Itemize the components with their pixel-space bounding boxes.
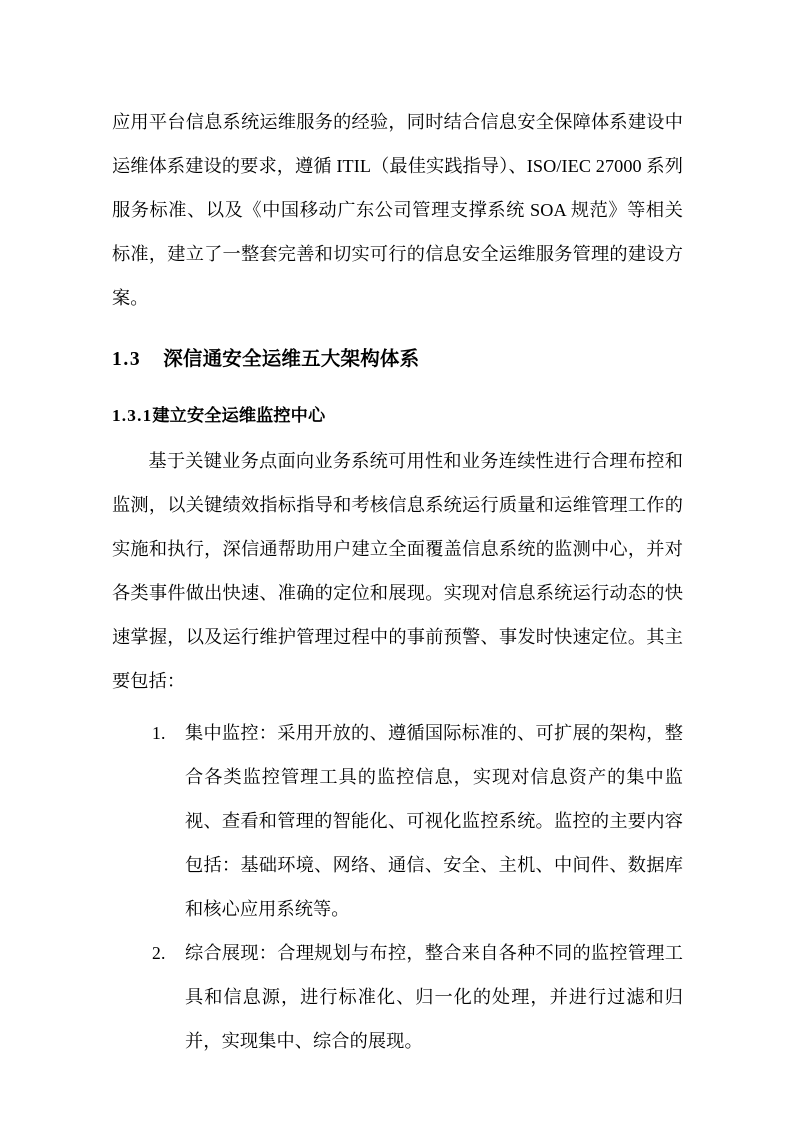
list-item-marker: 2.: [152, 943, 166, 963]
page-content: [112, 100, 683, 1063]
heading-subsection-1-3-1: [112, 394, 683, 437]
list-item: [152, 711, 683, 931]
heading-section-1-3: [112, 337, 683, 382]
heading-subsection-number: 1.3.1: [112, 406, 153, 425]
heading-section-title: 深信通安全运维五大架构体系: [163, 348, 420, 370]
list-item-text: 综合展现：合理规划与布控，整合来自各种不同的监控管理工具和信息源，进行标准化、归一化的处理，并进行过滤和归并，实现集中、综合的展现。: [185, 943, 683, 1051]
monitoring-capability-list: [112, 711, 683, 1063]
list-item: [152, 931, 683, 1063]
body-paragraph-continued: 应用平台信息系统运维服务的经验，同时结合信息安全保障体系建设中运维体系建设的要求，遵循 ITIL（最佳实践指导）、ISO/IEC 27000 系列服务标准、以及《中国移动广东公司管理支撑系统 SOA 规范》等相关标准，建立了一整套完善和切实可行的信息安全运维服务管理的建设方案。: [112, 112, 683, 308]
list-spacer: [112, 703, 683, 711]
list-item-marker: 1.: [152, 723, 166, 743]
heading-subsection-title: 建立安全运维监控中心: [152, 405, 326, 425]
intro-paragraph: 基于关键业务点面向业务系统可用性和业务连续性进行合理布控和监测，以关键绩效指标指导和考核信息系统运行质量和运维管理工作的实施和执行，深信通帮助用户建立全面覆盖信息系统的监测中心，并对各类事件做出快速、准确的定位和展现。实现对信息系统运行动态的快速掌握，以及运行维护管理过程中的事前预警、事发时快速定位。其主要包括：: [112, 451, 683, 691]
list-item-text: 集中监控：采用开放的、遵循国际标准的、可扩展的架构，整合各类监控管理工具的监控信息，实现对信息资产的集中监视、查看和管理的智能化、可视化监控系统。监控的主要内容包括：基础环境、网络、通信、安全、主机、中间件、数据库和核心应用系统等。: [185, 723, 683, 919]
heading-section-number: 1.3: [112, 349, 142, 370]
